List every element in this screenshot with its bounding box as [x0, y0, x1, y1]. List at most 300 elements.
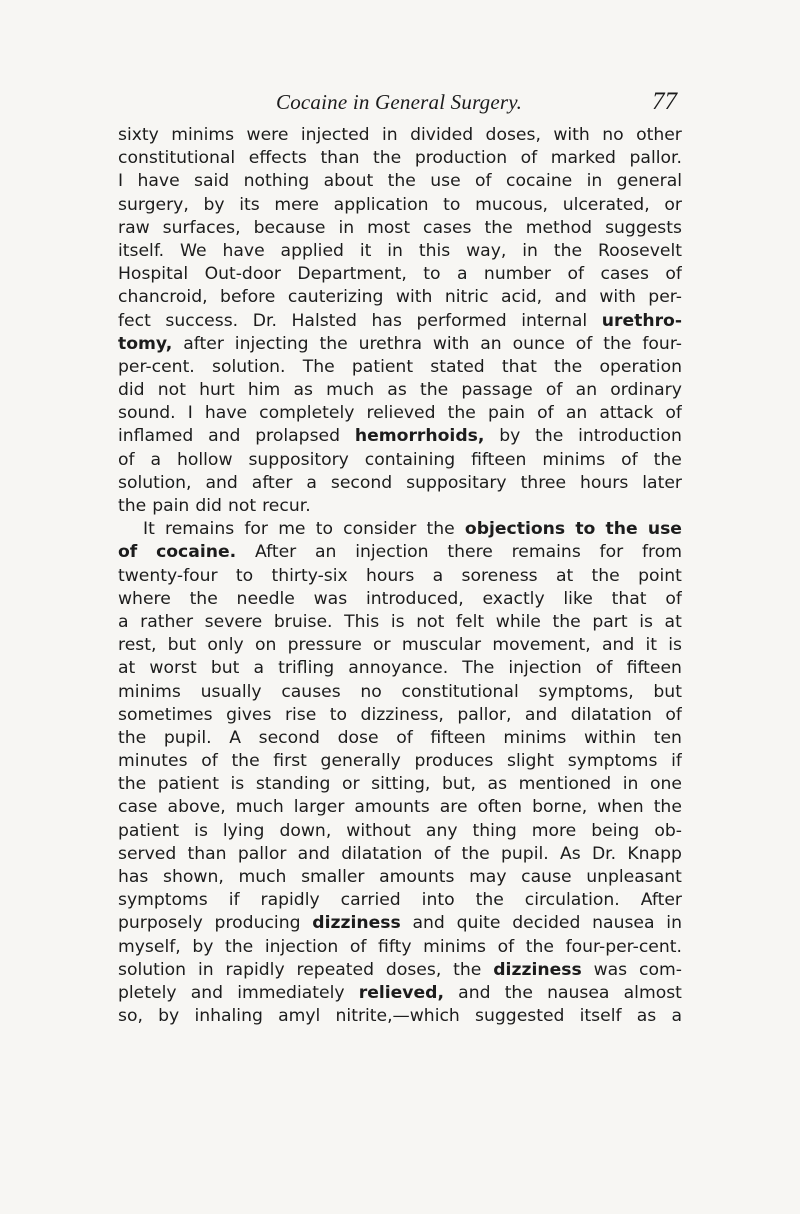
- word: cauterizing: [287, 287, 384, 308]
- word: causes: [281, 681, 341, 702]
- text-line: [118, 866, 682, 889]
- word: dilatation: [341, 843, 423, 864]
- word: in: [586, 171, 603, 192]
- word: sound.: [118, 403, 176, 424]
- word: Knapp: [627, 843, 682, 864]
- word: ounce: [512, 333, 565, 354]
- word: it: [645, 635, 658, 656]
- bold-word: objections: [464, 519, 566, 540]
- word: after: [183, 333, 224, 354]
- word: A: [229, 727, 241, 748]
- word: symptoms: [567, 751, 658, 772]
- word: the: [504, 982, 533, 1003]
- word: soreness: [461, 565, 538, 586]
- word: with: [599, 287, 636, 308]
- word: prolapsed: [255, 426, 341, 447]
- word: symptoms: [118, 890, 208, 911]
- word: slight: [507, 751, 555, 772]
- word: at: [664, 611, 682, 632]
- word: patient: [351, 356, 414, 377]
- word: thirty-six: [271, 565, 348, 586]
- word: Dr.: [591, 843, 617, 864]
- word: amounts: [379, 867, 455, 887]
- word: nitric: [444, 287, 489, 308]
- word: The: [302, 356, 335, 377]
- bold-word: dizziness: [312, 913, 401, 934]
- word: by: [203, 194, 225, 215]
- word: on: [254, 635, 277, 656]
- word: rapidly: [260, 890, 320, 911]
- word: after: [251, 472, 293, 493]
- word: introduced,: [365, 588, 464, 609]
- word: the: [535, 426, 564, 447]
- text-line: [118, 796, 682, 819]
- word: inhaling: [194, 1006, 263, 1027]
- word: is: [390, 611, 405, 632]
- word: sitting,: [371, 774, 431, 795]
- word: are: [439, 797, 468, 818]
- word: carried: [340, 890, 401, 911]
- word: pletely: [118, 982, 177, 1003]
- word: unpleasant: [586, 867, 682, 887]
- word: rest,: [118, 635, 157, 656]
- word: smaller: [301, 867, 365, 887]
- word: minutes: [118, 751, 188, 772]
- word: about: [323, 171, 374, 192]
- word: marked: [550, 148, 616, 169]
- word: lying: [222, 820, 265, 841]
- text-line: [118, 588, 682, 611]
- word: pupil.: [163, 727, 212, 748]
- word: or: [341, 774, 360, 795]
- word: ulcerated,: [562, 194, 650, 215]
- bold-word: hemorrhoids,: [354, 426, 485, 447]
- word: to: [443, 194, 461, 215]
- word: or: [664, 194, 682, 215]
- word: Dr.: [252, 310, 277, 331]
- word: has: [371, 310, 402, 331]
- word: the: [118, 774, 147, 795]
- body-text: [118, 124, 682, 1028]
- word: not: [157, 380, 186, 401]
- word: As: [559, 843, 581, 864]
- word: amyl: [278, 1006, 321, 1027]
- word: constitutional: [118, 148, 236, 169]
- word: pain: [152, 496, 190, 516]
- word: there: [447, 542, 493, 563]
- word: the: [225, 936, 254, 957]
- text-line: [118, 889, 682, 912]
- word: use: [430, 171, 461, 192]
- text-line: [118, 611, 682, 634]
- word: gives: [226, 704, 272, 725]
- word: injection: [508, 658, 582, 679]
- word: suggests: [605, 217, 682, 238]
- word: said: [194, 171, 230, 192]
- word: circulation.: [524, 890, 620, 911]
- word: of: [201, 751, 218, 772]
- word: internal: [521, 310, 588, 331]
- word: where: [118, 588, 171, 609]
- word: is: [194, 820, 208, 841]
- word: while: [495, 611, 541, 632]
- word: pallor: [237, 843, 287, 864]
- word: mere: [274, 194, 319, 215]
- text-line: [118, 634, 682, 657]
- word: inflamed: [118, 426, 194, 447]
- word: with: [553, 125, 590, 145]
- word: much: [326, 380, 375, 401]
- word: for: [244, 519, 268, 540]
- word: dilatation: [570, 704, 652, 725]
- word: than: [187, 843, 227, 864]
- word: was: [593, 959, 628, 980]
- word: have: [222, 240, 265, 261]
- word: down,: [279, 820, 332, 841]
- word: introduction: [578, 426, 682, 447]
- word: doses,: [485, 125, 541, 145]
- word: producing: [214, 913, 301, 934]
- word: patient: [118, 820, 180, 841]
- word: the: [475, 890, 504, 911]
- word: containing: [364, 449, 456, 470]
- word: of: [396, 727, 413, 748]
- text-line: [118, 263, 682, 286]
- word: pain: [487, 403, 526, 424]
- word: without: [346, 820, 411, 841]
- word: often: [477, 797, 523, 818]
- word: amounts: [354, 797, 430, 818]
- word: at: [555, 565, 574, 586]
- word: com-: [639, 959, 682, 980]
- word: is: [230, 774, 245, 795]
- word: of: [545, 380, 563, 401]
- text-line: [118, 820, 682, 843]
- word: the: [189, 588, 218, 609]
- word: before: [220, 287, 276, 308]
- word: standing: [255, 774, 331, 795]
- word: recur.: [262, 496, 311, 516]
- word: a: [150, 449, 162, 470]
- word: but: [167, 635, 197, 656]
- text-line: [118, 750, 682, 773]
- word: Out-door: [204, 264, 281, 285]
- word: to: [423, 264, 441, 285]
- word: the: [554, 356, 583, 377]
- word: as: [487, 774, 508, 795]
- word: and: [458, 982, 491, 1003]
- word: nothing: [243, 171, 310, 192]
- word: only: [207, 635, 244, 656]
- text-line: [118, 773, 682, 796]
- word: minims: [118, 681, 181, 702]
- word: the: [603, 333, 632, 354]
- word: production: [414, 148, 508, 169]
- word: decided: [512, 913, 581, 934]
- word: After: [254, 542, 297, 563]
- word: purposely: [118, 913, 203, 934]
- word: twenty-four: [118, 565, 218, 586]
- word: part: [592, 611, 628, 632]
- bold-word: relieved,: [358, 982, 444, 1003]
- word: movement,: [492, 635, 591, 656]
- word: nausea: [547, 982, 610, 1003]
- word: than: [320, 148, 360, 169]
- word: Halsted: [291, 310, 357, 331]
- word: in: [522, 240, 538, 261]
- word: with: [432, 333, 470, 354]
- word: no: [360, 681, 382, 702]
- word: a: [671, 1006, 682, 1027]
- word: and: [524, 704, 558, 725]
- word: of: [575, 333, 593, 354]
- word: suggested: [475, 1006, 565, 1027]
- word: did: [118, 380, 145, 401]
- page-number: 77: [652, 88, 677, 115]
- word: at: [118, 658, 136, 679]
- word: This: [344, 611, 380, 632]
- word: attack: [599, 403, 654, 424]
- word: I: [187, 403, 193, 424]
- word: to: [315, 519, 333, 540]
- word: It: [143, 519, 155, 540]
- word: minims: [503, 727, 567, 748]
- word: did: [195, 496, 222, 516]
- word: for: [599, 542, 624, 563]
- word: hours: [366, 565, 415, 586]
- word: doses,: [385, 959, 442, 980]
- word: sixty: [118, 125, 159, 145]
- word: solution: [118, 959, 187, 980]
- word: from: [641, 542, 682, 563]
- text-line: [118, 217, 682, 240]
- word: I: [118, 171, 124, 192]
- word: the: [453, 959, 482, 980]
- word: him: [247, 380, 281, 401]
- word: that: [501, 356, 537, 377]
- word: suppositary: [406, 472, 507, 493]
- word: Hospital: [118, 264, 189, 285]
- word: larger: [293, 797, 345, 818]
- word: dizziness,: [360, 704, 444, 725]
- word: hollow: [176, 449, 233, 470]
- bold-word: of: [118, 542, 138, 563]
- text-line: [118, 147, 682, 170]
- word: mentioned: [518, 774, 612, 795]
- word: suppository: [248, 449, 349, 470]
- word: performed: [416, 310, 507, 331]
- word: an: [575, 380, 598, 401]
- word: remains: [165, 519, 235, 540]
- bold-word: cocaine.: [156, 542, 237, 563]
- word: is: [639, 611, 653, 632]
- word: of: [595, 658, 613, 679]
- word: no: [602, 125, 624, 145]
- word: much: [238, 867, 287, 887]
- word: minims: [423, 936, 486, 957]
- word: later: [642, 472, 682, 493]
- word: itself: [579, 1006, 622, 1027]
- word: passage: [461, 380, 533, 401]
- word: a: [118, 611, 129, 632]
- word: as: [636, 1006, 657, 1027]
- word: quite: [456, 913, 501, 934]
- word: because: [253, 217, 326, 238]
- word: was: [313, 588, 348, 609]
- word: to: [329, 704, 348, 725]
- word: of: [497, 936, 515, 957]
- word: cases: [423, 217, 472, 238]
- word: dose: [337, 727, 379, 748]
- word: applied: [280, 240, 344, 261]
- text-line: [118, 356, 682, 379]
- word: second: [330, 472, 393, 493]
- word: the: [387, 171, 416, 192]
- word: second: [258, 727, 320, 748]
- word: as: [293, 380, 313, 401]
- word: with: [395, 287, 433, 308]
- word: way,: [466, 240, 507, 261]
- bold-word: dizziness: [493, 959, 582, 980]
- word: the: [373, 148, 402, 169]
- word: and: [205, 472, 238, 493]
- word: solution,: [118, 472, 192, 493]
- word: pallor.: [629, 148, 682, 169]
- word: bruise.: [273, 611, 333, 632]
- bold-word: urethro-: [601, 310, 682, 331]
- word: operation: [599, 356, 682, 377]
- text-line: [118, 240, 682, 263]
- word: in: [382, 125, 398, 145]
- word: if: [671, 751, 682, 772]
- text-line: [118, 333, 682, 356]
- word: in: [666, 913, 682, 934]
- word: the: [653, 449, 682, 470]
- text-line: [118, 704, 682, 727]
- word: the: [591, 565, 620, 586]
- word: constitutional: [401, 681, 519, 702]
- text-line: [118, 657, 682, 680]
- word: of: [118, 449, 135, 470]
- word: a: [306, 472, 317, 493]
- word: so,: [118, 1006, 143, 1027]
- text-line: [118, 402, 682, 425]
- word: The: [462, 658, 495, 679]
- word: chancroid,: [118, 287, 208, 308]
- word: when: [597, 797, 644, 818]
- word: within: [583, 727, 637, 748]
- word: the: [118, 496, 147, 516]
- word: rise: [284, 704, 317, 725]
- word: by: [192, 936, 214, 957]
- text-line: [118, 449, 682, 472]
- word: in: [197, 959, 214, 980]
- word: fect: [118, 310, 151, 331]
- word: shown,: [163, 867, 224, 887]
- word: of: [349, 936, 367, 957]
- text-line: [118, 681, 682, 704]
- word: nausea: [592, 913, 655, 934]
- word: remains: [511, 542, 581, 563]
- word: being: [591, 820, 640, 841]
- word: the: [484, 217, 513, 238]
- word: the: [231, 751, 260, 772]
- word: it: [359, 240, 372, 261]
- word: were: [246, 125, 289, 145]
- word: relieved: [366, 403, 436, 424]
- word: injection: [355, 542, 429, 563]
- word: cocaine: [506, 171, 573, 192]
- word: into: [421, 890, 455, 911]
- word: the: [419, 380, 449, 401]
- word: repeated: [296, 959, 375, 980]
- word: divided: [410, 125, 474, 145]
- text-line: [118, 425, 682, 448]
- word: the: [118, 727, 147, 748]
- word: method: [525, 217, 593, 238]
- word: completely: [259, 403, 355, 424]
- word: an: [314, 542, 337, 563]
- word: surfaces,: [162, 217, 241, 238]
- word: the: [525, 936, 554, 957]
- text-line: [118, 472, 682, 495]
- word: and: [554, 287, 587, 308]
- bold-word: tomy,: [118, 333, 173, 354]
- word: ob-: [654, 820, 682, 841]
- word: as: [387, 380, 407, 401]
- word: per-cent.: [118, 356, 195, 377]
- word: patient: [157, 774, 219, 795]
- word: but: [653, 681, 682, 702]
- word: thing: [472, 820, 517, 841]
- word: but: [210, 658, 240, 679]
- word: have: [137, 171, 180, 192]
- word: muscular: [401, 635, 482, 656]
- word: Department,: [297, 264, 407, 285]
- word: one: [650, 774, 682, 795]
- word: may: [469, 867, 507, 887]
- word: application: [333, 194, 429, 215]
- word: rather: [140, 611, 194, 632]
- word: and: [208, 426, 241, 447]
- word: cause: [521, 867, 572, 887]
- word: in: [387, 240, 403, 261]
- paragraph-start-line: [118, 518, 682, 541]
- word: a: [432, 565, 444, 586]
- word: a: [253, 658, 265, 679]
- word: the: [426, 519, 455, 540]
- word: worst: [149, 658, 197, 679]
- word: ordinary: [610, 380, 682, 401]
- word: per-: [648, 287, 682, 308]
- word: stated: [430, 356, 485, 377]
- word: consider: [343, 519, 417, 540]
- word: of: [665, 264, 682, 285]
- word: case: [118, 797, 158, 818]
- word: of: [433, 843, 451, 864]
- word: other: [636, 125, 682, 145]
- text-line: [118, 310, 682, 333]
- word: injection: [264, 936, 339, 957]
- text-line: [118, 843, 682, 866]
- word: borne,: [532, 797, 588, 818]
- word: or: [373, 635, 391, 656]
- word: myself,: [118, 936, 181, 957]
- text-line: [118, 727, 682, 750]
- text-line: [118, 912, 682, 935]
- word: if: [228, 890, 240, 911]
- word: nitrite,—which: [335, 1006, 460, 1027]
